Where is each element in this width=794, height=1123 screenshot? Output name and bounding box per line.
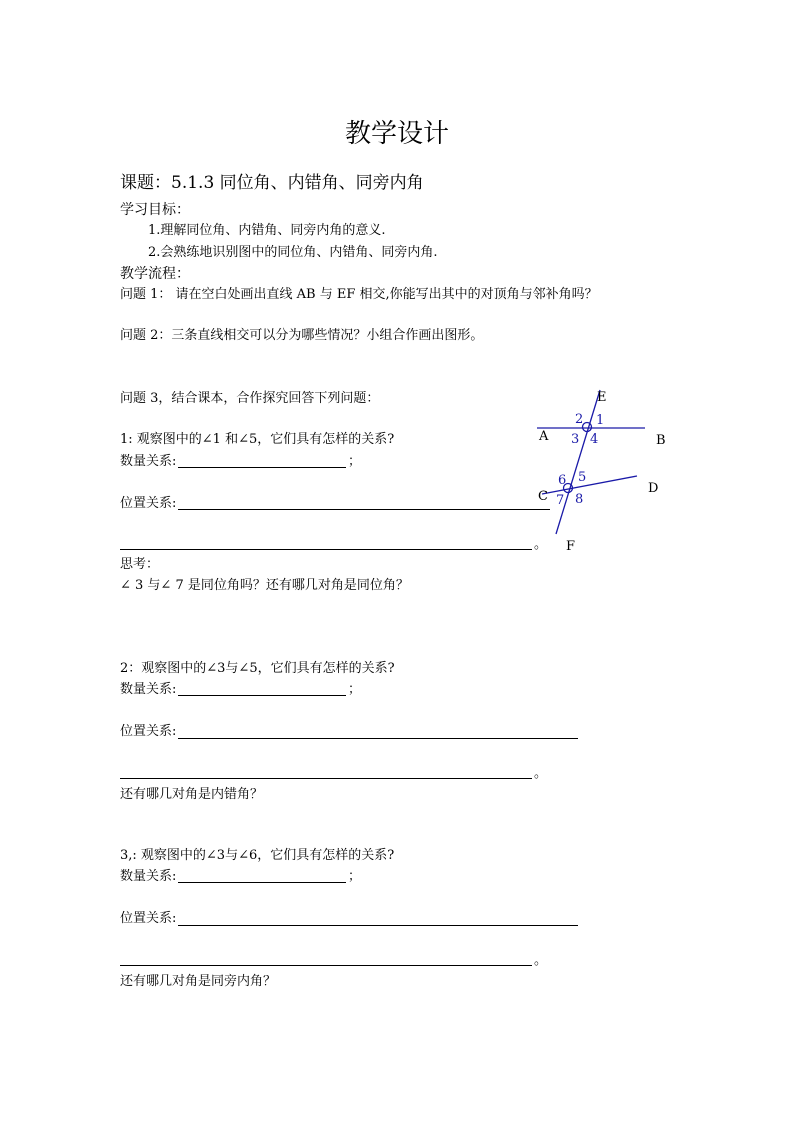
angle-label-5: 5 (578, 470, 587, 485)
question-3: 问题 3，结合课本，合作探究回答下列问题： (120, 391, 380, 406)
point-label-e: E (597, 390, 607, 405)
angle-label-6: 6 (558, 473, 567, 488)
angle-label-3: 3 (571, 432, 580, 447)
angle-label-7: 7 (556, 493, 565, 508)
process-heading: 教学流程： (120, 266, 190, 282)
objectives-heading: 学习目标： (120, 202, 190, 218)
section3-question: 3,: 观察图中的∠3与∠6，它们具有怎样的关系? (120, 848, 395, 863)
question-1: 问题 1： 请在空白处画出直线 AB 与 EF 相交,你能写出其中的对顶角与邻补角吗？ (120, 287, 598, 302)
section3-quantity-label: 数量关系: (120, 869, 177, 884)
objective-2: 2.会熟练地识别图中的同位角、内错角、同旁内角. (148, 245, 438, 260)
point-label-d: D (648, 481, 659, 496)
section2-quantity-label: 数量关系: (120, 682, 177, 697)
section2-semicolon: ； (348, 682, 362, 697)
section1-semicolon: ； (348, 454, 362, 469)
point-label-f: F (566, 539, 576, 554)
think-text: ∠ 3 与∠ 7 是同位角吗？还有哪几对角是同位角？ (120, 578, 409, 593)
angle-label-2: 2 (575, 412, 584, 427)
section3-position-label: 位置关系: (120, 911, 177, 926)
section2-question: 2：观察图中的∠3与∠5，它们具有怎样的关系? (120, 661, 395, 676)
section2-followup: 还有哪几对角是内错角？ (120, 787, 264, 802)
page-title: 教学设计 (344, 119, 449, 149)
line-cd (542, 476, 637, 494)
point-label-a: A (539, 429, 549, 444)
angle-mark-top (583, 423, 592, 432)
angle-label-8: 8 (575, 492, 584, 507)
section2-period: 。 (534, 766, 548, 781)
section1-question: 1: 观察图中的∠1 和∠5，它们具有怎样的关系? (120, 432, 395, 447)
think-label: 思考： (120, 557, 160, 572)
section2-position-label: 位置关系: (120, 724, 177, 739)
point-label-b: B (656, 433, 666, 448)
section1-quantity-label: 数量关系: (120, 454, 177, 469)
section1-period: 。 (534, 537, 548, 552)
angle-label-4: 4 (590, 432, 599, 447)
angle-label-1: 1 (596, 413, 605, 428)
section3-semicolon: ； (348, 869, 362, 884)
section1-position-label: 位置关系: (120, 496, 177, 511)
point-label-c: C (538, 489, 548, 504)
section3-followup: 还有哪几对角是同旁内角？ (120, 974, 277, 989)
lesson-subject: 课题：5.1.3 同位角、内错角、同旁内角 (120, 173, 424, 193)
objective-1: 1.理解同位角、内错角、同旁内角的意义. (148, 223, 386, 238)
section3-period: 。 (534, 953, 548, 968)
question-2: 问题 2：三条直线相交可以分为哪些情况？小组合作画出图形。 (120, 328, 484, 343)
